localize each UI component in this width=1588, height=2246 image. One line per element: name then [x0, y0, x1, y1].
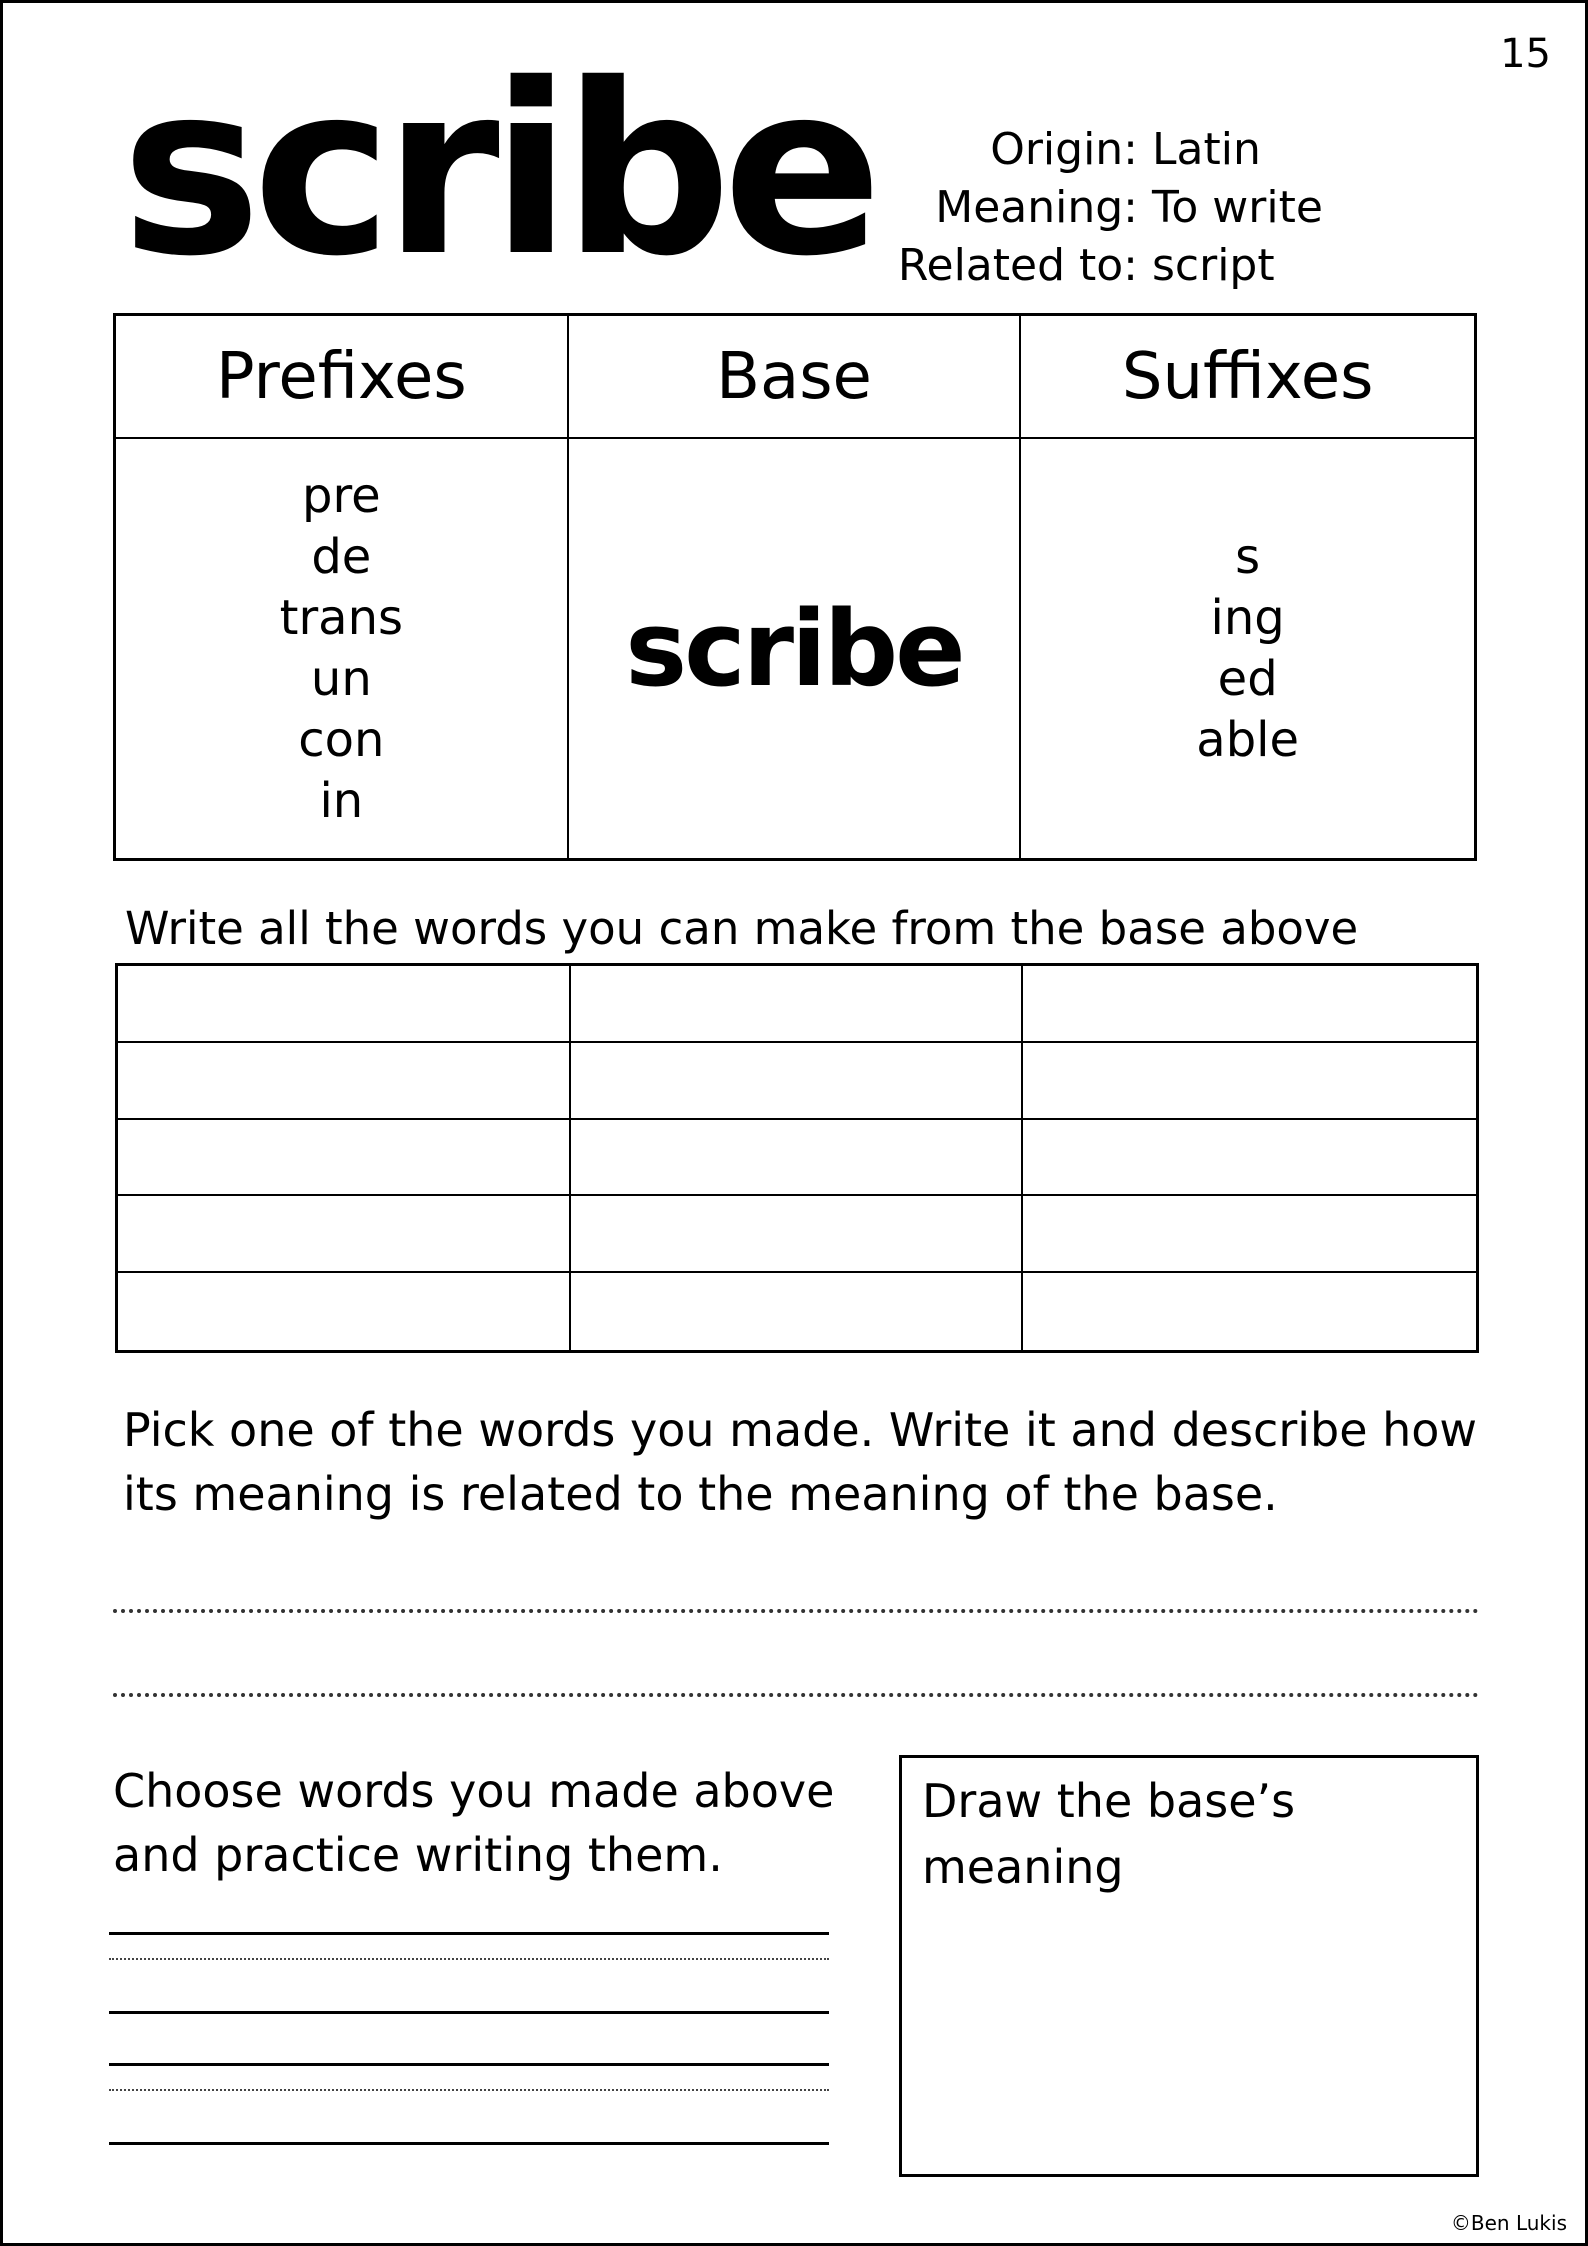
- handwriting-lines[interactable]: [109, 1908, 829, 2168]
- base-cell: [569, 439, 1022, 858]
- answer-cell[interactable]: [1023, 1043, 1476, 1120]
- suffix-item: ing: [1210, 589, 1285, 646]
- base-header: Base: [569, 316, 1022, 439]
- prefix-item: con: [298, 711, 385, 768]
- prefix-item: pre: [301, 467, 381, 524]
- page-number: 15: [1500, 31, 1551, 77]
- answer-dotted-line[interactable]: [113, 1693, 1479, 1697]
- answer-cell[interactable]: [118, 1120, 571, 1197]
- suffix-item: able: [1196, 711, 1300, 768]
- prefixes-header: Prefixes: [116, 316, 569, 439]
- pick-word-instruction: [123, 1398, 1477, 1526]
- draw-box-line-2: meaning: [922, 1840, 1124, 1894]
- draw-box-line-1: Draw the base’s: [922, 1774, 1296, 1828]
- answer-cell[interactable]: [1023, 966, 1476, 1043]
- answer-cell[interactable]: [118, 1196, 571, 1273]
- drawing-box[interactable]: [899, 1755, 1479, 2177]
- handwriting-base-line: [109, 2011, 829, 2014]
- related-row: [883, 237, 1323, 295]
- origin-value: Latin: [1152, 124, 1261, 175]
- word-answer-grid: [115, 963, 1479, 1353]
- answer-cell[interactable]: [1023, 1120, 1476, 1197]
- prefix-item: de: [311, 528, 372, 585]
- answer-cell[interactable]: [118, 966, 571, 1043]
- practice-instruction: [113, 1759, 834, 1887]
- base-word: scribe: [625, 587, 963, 710]
- answer-cell[interactable]: [571, 1043, 1024, 1120]
- practice-line-2: and practice writing them.: [113, 1828, 723, 1882]
- answer-dotted-line[interactable]: [113, 1609, 1479, 1613]
- handwriting-mid-line: [109, 2089, 829, 2091]
- suffixes-header: Suffixes: [1021, 316, 1474, 439]
- morpheme-table: [113, 313, 1477, 861]
- practice-line-1: Choose words you made above: [113, 1764, 835, 1818]
- meaning-label: Meaning:: [935, 182, 1138, 233]
- copyright-text: ©Ben Lukis: [1450, 2211, 1567, 2235]
- answer-cell[interactable]: [571, 1196, 1024, 1273]
- answer-cell[interactable]: [571, 1120, 1024, 1197]
- origin-row: [883, 121, 1323, 179]
- prefix-item: un: [310, 650, 372, 707]
- origin-label: Origin:: [990, 124, 1138, 175]
- related-label: Related to:: [897, 240, 1138, 291]
- answer-cell[interactable]: [118, 1043, 571, 1120]
- related-value: script: [1152, 240, 1275, 291]
- prefix-item: in: [319, 772, 364, 829]
- word-info: [883, 121, 1323, 295]
- answer-cell[interactable]: [1023, 1273, 1476, 1350]
- handwriting-mid-line: [109, 1958, 829, 1960]
- pick-word-line-2: its meaning is related to the meaning of the base.: [123, 1467, 1278, 1521]
- suffixes-cell: [1021, 439, 1474, 858]
- handwriting-base-line: [109, 2142, 829, 2145]
- suffix-item: ed: [1217, 650, 1278, 707]
- suffix-item: s: [1235, 528, 1261, 585]
- prefix-list: [280, 466, 403, 832]
- answer-cell[interactable]: [118, 1273, 571, 1350]
- answer-cell[interactable]: [1023, 1196, 1476, 1273]
- prefix-item: trans: [279, 589, 404, 646]
- page-title: scribe: [121, 33, 874, 308]
- answer-cell[interactable]: [571, 966, 1024, 1043]
- prefixes-cell: [116, 439, 569, 858]
- pick-word-line-1: Pick one of the words you made. Write it and describe how: [123, 1403, 1478, 1457]
- answer-cell[interactable]: [571, 1273, 1024, 1350]
- write-words-instruction: Write all the words you can make from the base above: [125, 902, 1359, 955]
- meaning-row: [883, 179, 1323, 237]
- suffix-list: [1196, 527, 1299, 771]
- handwriting-top-line: [109, 2063, 829, 2066]
- handwriting-top-line: [109, 1932, 829, 1935]
- meaning-value: To write: [1152, 182, 1323, 233]
